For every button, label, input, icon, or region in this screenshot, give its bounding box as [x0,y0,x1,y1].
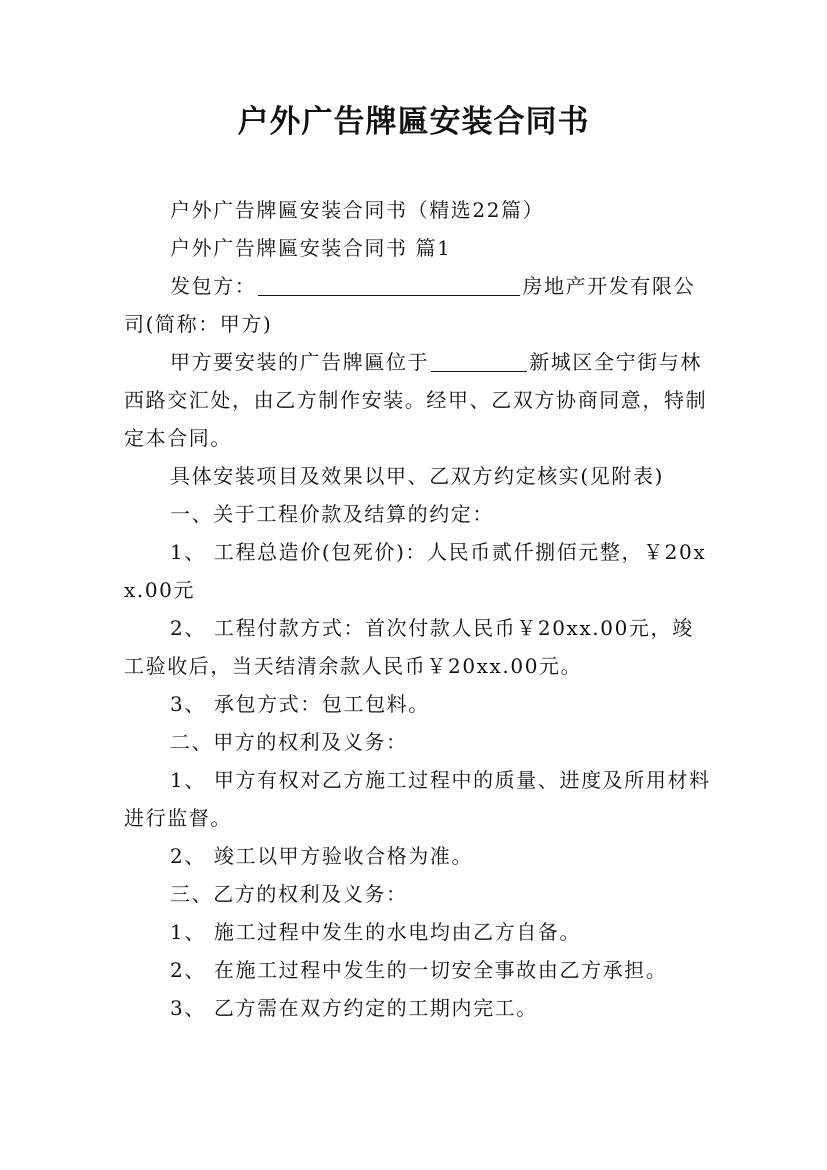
paragraph-location-start: 甲方要安装的广告牌匾位于 [170,350,430,374]
paragraph-section-heading: 户外广告牌匾安装合同书 篇1 [170,236,452,260]
paragraph-location-rest: 新城区全宁街与林西路交汇处，由乙方制作安装。经甲、乙双方协商同意，特制定本合同。 [124,350,708,450]
paragraph-party-b-duty-1: 1、 施工过程中发生的水电均由乙方自备。 [170,920,582,944]
paragraph-contractor [124,267,714,343]
paragraph-subtitle: 户外广告牌匾安装合同书（精选22篇） [170,198,545,222]
document-title: 户外广告牌匾安装合同书 [237,104,590,140]
paragraph-party-a-right-1: 1、 甲方有权对乙方施工过程中的质量、进度及所用材料进行监督。 [124,768,711,830]
document-body [124,191,714,1027]
location-blank [431,349,527,372]
paragraph-contractor-rest: 房地产开发有限公司(简称：甲方) [124,274,696,336]
paragraph-payment-method: 2、 工程付款方式：首次付款人民币￥20xx.00元，竣工验收后，当天结清余款人民币￥20xx.00元。 [124,616,694,678]
paragraph-party-b-duty-2: 2、 在施工过程中发生的一切安全事故由乙方承担。 [170,958,668,982]
paragraph-heading-price: 一、关于工程价款及结算的约定： [170,502,494,526]
paragraph-project-scope: 具体安装项目及效果以甲、乙双方约定核实(见附表) [170,464,665,488]
paragraph-party-a-right-2: 2、 竣工以甲方验收合格为准。 [170,844,474,868]
contractor-name-blank [258,273,520,296]
paragraph-location [124,343,714,457]
paragraph-party-b-duty-3: 3、 乙方需在双方约定的工期内完工。 [170,996,538,1020]
paragraph-contractor-label: 发包方： [170,274,257,298]
paragraph-heading-party-b: 三、乙方的权利及义务： [170,882,408,906]
paragraph-heading-party-a: 二、甲方的权利及义务： [170,730,408,754]
paragraph-contract-method: 3、 承包方式：包工包料。 [170,692,430,716]
paragraph-total-price: 1、 工程总造价(包死价)：人民币贰仟捌佰元整，￥20xx.00元 [124,540,707,602]
